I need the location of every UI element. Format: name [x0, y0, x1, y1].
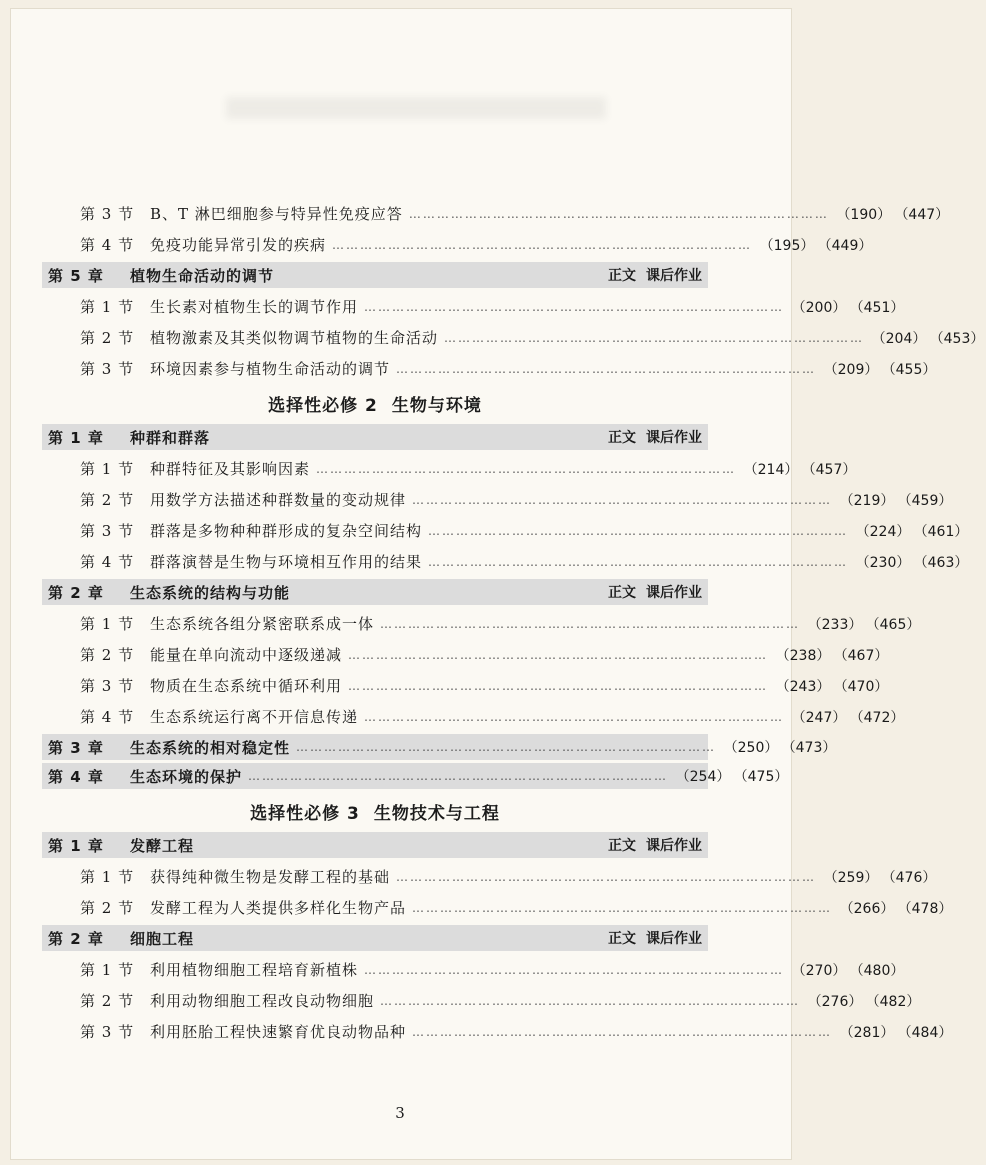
text-column-header: 正文	[608, 430, 636, 446]
text-page-ref: （259）	[823, 869, 879, 886]
homework-page-ref: （457）	[801, 461, 857, 478]
section-number: 第 2 节	[80, 329, 135, 347]
homework-page-ref: （453）	[929, 330, 985, 347]
section-number: 第 1 节	[80, 961, 135, 979]
dot-leader: ………………………………………………………………………………	[412, 1024, 833, 1039]
section-title: 利用胚胎工程快速繁育优良动物品种	[150, 1023, 407, 1041]
dot-leader: ………………………………………………………………………………	[428, 523, 849, 538]
homework-page-ref: （472）	[849, 709, 905, 726]
chapter-title: 细胞工程	[130, 929, 195, 948]
dot-leader: ………………………………………………………………………………	[348, 678, 769, 693]
homework-page-ref: （465）	[865, 616, 921, 633]
homework-page-ref: （475）	[733, 769, 789, 785]
section-title: 物质在生态系统中循环利用	[150, 677, 343, 695]
chapter-title: 种群和群落	[130, 428, 211, 447]
text-page-ref: （190）	[836, 206, 892, 223]
dot-leader: ………………………………………………………………………………	[428, 554, 849, 569]
chapter-number: 第 2 章	[48, 583, 104, 602]
toc-section-row	[42, 515, 969, 546]
chapter-title: 生态系统的相对稳定性	[130, 738, 291, 757]
section-number: 第 4 节	[80, 708, 135, 726]
section-number: 第 1 节	[80, 615, 135, 633]
section-number: 第 2 节	[80, 491, 135, 509]
chapter-number: 第 2 章	[48, 929, 104, 948]
text-page-ref: （224）	[855, 523, 911, 540]
text-page-ref: （266）	[839, 900, 895, 917]
toc-section-row	[42, 546, 969, 577]
toc-section-row	[42, 985, 921, 1016]
volume-title: 选择性必修 2	[268, 395, 378, 416]
dot-leader: ………………………………………………………………………………	[332, 237, 753, 252]
homework-page-ref: （470）	[833, 678, 889, 695]
section-title: 环境因素参与植物生命活动的调节	[150, 360, 391, 378]
section-number: 第 3 节	[80, 677, 135, 695]
section-title: 利用植物细胞工程培育新植株	[150, 961, 359, 979]
section-title: 群落是多物种种群形成的复杂空间结构	[150, 522, 423, 540]
section-title: 生长素对植物生长的调节作用	[150, 298, 359, 316]
column-headers	[598, 582, 708, 602]
dot-leader: ………………………………………………………………………………	[408, 206, 829, 221]
column-headers	[598, 427, 708, 447]
text-page-ref: （250）	[723, 740, 779, 756]
toc-section-row	[42, 291, 905, 322]
homework-page-ref: （461）	[913, 523, 969, 540]
dot-leader: ………………………………………………………………………………	[364, 709, 785, 724]
homework-page-ref: （451）	[849, 299, 905, 316]
section-number: 第 4 节	[80, 236, 135, 254]
text-page-ref: （276）	[807, 993, 863, 1010]
column-headers	[598, 265, 708, 285]
homework-page-ref: （459）	[897, 492, 953, 509]
homework-page-ref: （449）	[817, 237, 873, 254]
chapter-title: 发酵工程	[130, 836, 195, 855]
section-number: 第 2 节	[80, 899, 135, 917]
volume-heading	[42, 792, 708, 830]
toc-chapter-row	[42, 763, 789, 789]
section-title: 发酵工程为人类提供多样化生物产品	[150, 899, 407, 917]
text-column-header: 正文	[608, 931, 636, 947]
dot-leader: ………………………………………………………………………………	[380, 616, 801, 631]
chapter-number: 第 5 章	[48, 266, 104, 285]
toc-section-row	[42, 608, 921, 639]
homework-page-ref: （463）	[913, 554, 969, 571]
toc-chapter-row	[42, 734, 837, 760]
dot-leader: ………………………………………………………………………………	[444, 330, 865, 345]
toc-chapter-row	[42, 262, 708, 288]
section-number: 第 4 节	[80, 553, 135, 571]
homework-column-header: 课后作业	[646, 430, 702, 446]
volume-title: 选择性必修 3	[250, 803, 360, 824]
dot-leader: ………………………………………………………………………………	[348, 647, 769, 662]
section-title: 获得纯种微生物是发酵工程的基础	[150, 868, 391, 886]
dot-leader: ………………………………………………………………………………	[364, 962, 785, 977]
page-number: 3	[395, 1104, 405, 1122]
dot-leader: ………………………………………………………………………………	[396, 869, 817, 884]
text-page-ref: （230）	[855, 554, 911, 571]
section-title: 用数学方法描述种群数量的变动规律	[150, 491, 407, 509]
text-page-ref: （204）	[871, 330, 927, 347]
chapter-title: 生态环境的保护	[130, 767, 243, 786]
text-page-ref: （233）	[807, 616, 863, 633]
homework-column-header: 课后作业	[646, 931, 702, 947]
toc-section-row	[42, 861, 937, 892]
toc-section-row	[42, 353, 937, 384]
homework-page-ref: （467）	[833, 647, 889, 664]
homework-page-ref: （473）	[781, 740, 837, 756]
text-column-header: 正文	[608, 585, 636, 601]
toc-section-row	[42, 892, 953, 923]
dot-leader: ………………………………………………………………………………	[296, 740, 717, 754]
section-title: 种群特征及其影响因素	[150, 460, 311, 478]
toc-section-row	[42, 322, 985, 353]
toc-section-row	[42, 670, 889, 701]
homework-page-ref: （482）	[865, 993, 921, 1010]
dot-leader: ………………………………………………………………………………	[316, 461, 737, 476]
homework-page-ref: （447）	[894, 206, 950, 223]
column-headers	[598, 928, 708, 948]
text-page-ref: （238）	[775, 647, 831, 664]
section-title: 免疫功能异常引发的疾病	[150, 236, 327, 254]
chapter-number: 第 1 章	[48, 428, 104, 447]
toc-chapter-row	[42, 925, 708, 951]
homework-page-ref: （455）	[881, 361, 937, 378]
toc-section-row	[42, 484, 953, 515]
dot-leader: ………………………………………………………………………………	[380, 993, 801, 1008]
section-number: 第 1 节	[80, 298, 135, 316]
toc-chapter-row	[42, 579, 708, 605]
text-column-header: 正文	[608, 268, 636, 284]
dot-leader: ………………………………………………………………………………	[396, 361, 817, 376]
chapter-number: 第 4 章	[48, 767, 104, 786]
homework-column-header: 课后作业	[646, 268, 702, 284]
toc-section-row	[42, 1016, 953, 1047]
homework-page-ref: （484）	[897, 1024, 953, 1041]
toc-section-row	[42, 701, 905, 732]
text-page-ref: （281）	[839, 1024, 895, 1041]
dot-leader: ………………………………………………………………………………	[248, 769, 669, 783]
toc-chapter-row	[42, 424, 708, 450]
homework-column-header: 课后作业	[646, 585, 702, 601]
homework-column-header: 课后作业	[646, 838, 702, 854]
chapter-title: 植物生命活动的调节	[130, 266, 275, 285]
section-number: 第 2 节	[80, 646, 135, 664]
dot-leader: ………………………………………………………………………………	[412, 900, 833, 915]
column-headers	[598, 835, 708, 855]
text-page-ref: （254）	[675, 769, 731, 785]
toc-section-row	[42, 639, 889, 670]
section-number: 第 3 节	[80, 205, 135, 223]
text-page-ref: （200）	[791, 299, 847, 316]
bleed-through-shadow	[226, 97, 606, 119]
section-title: 生态系统运行离不开信息传递	[150, 708, 359, 726]
homework-page-ref: （478）	[897, 900, 953, 917]
text-page-ref: （243）	[775, 678, 831, 695]
section-title: 群落演替是生物与环境相互作用的结果	[150, 553, 423, 571]
text-page-ref: （195）	[759, 237, 815, 254]
toc-section-row	[42, 453, 857, 484]
chapter-number: 第 3 章	[48, 738, 104, 757]
section-number: 第 3 节	[80, 360, 135, 378]
table-of-contents	[42, 198, 985, 1047]
chapter-number: 第 1 章	[48, 836, 104, 855]
section-number: 第 2 节	[80, 992, 135, 1010]
section-number: 第 1 节	[80, 460, 135, 478]
toc-section-row	[42, 229, 873, 260]
dot-leader: ………………………………………………………………………………	[412, 492, 833, 507]
text-page-ref: （209）	[823, 361, 879, 378]
section-number: 第 3 节	[80, 1023, 135, 1041]
volume-subtitle: 生物技术与工程	[373, 803, 500, 824]
dot-leader: ………………………………………………………………………………	[364, 299, 785, 314]
volume-subtitle: 生物与环境	[391, 395, 482, 416]
section-title: 植物激素及其类似物调节植物的生命活动	[150, 329, 439, 347]
homework-page-ref: （476）	[881, 869, 937, 886]
section-number: 第 1 节	[80, 868, 135, 886]
chapter-title: 生态系统的结构与功能	[130, 583, 291, 602]
text-page-ref: （214）	[743, 461, 799, 478]
homework-page-ref: （480）	[849, 962, 905, 979]
section-title: 能量在单向流动中逐级递减	[150, 646, 343, 664]
section-title: 生态系统各组分紧密联系成一体	[150, 615, 375, 633]
text-page-ref: （247）	[791, 709, 847, 726]
toc-chapter-row	[42, 832, 708, 858]
text-page-ref: （270）	[791, 962, 847, 979]
toc-section-row	[42, 198, 950, 229]
section-title: 利用动物细胞工程改良动物细胞	[150, 992, 375, 1010]
text-page-ref: （219）	[839, 492, 895, 509]
text-column-header: 正文	[608, 838, 636, 854]
volume-heading	[42, 384, 708, 422]
section-title: B、T 淋巴细胞参与特异性免疫应答	[150, 205, 403, 223]
toc-section-row	[42, 954, 905, 985]
section-number: 第 3 节	[80, 522, 135, 540]
